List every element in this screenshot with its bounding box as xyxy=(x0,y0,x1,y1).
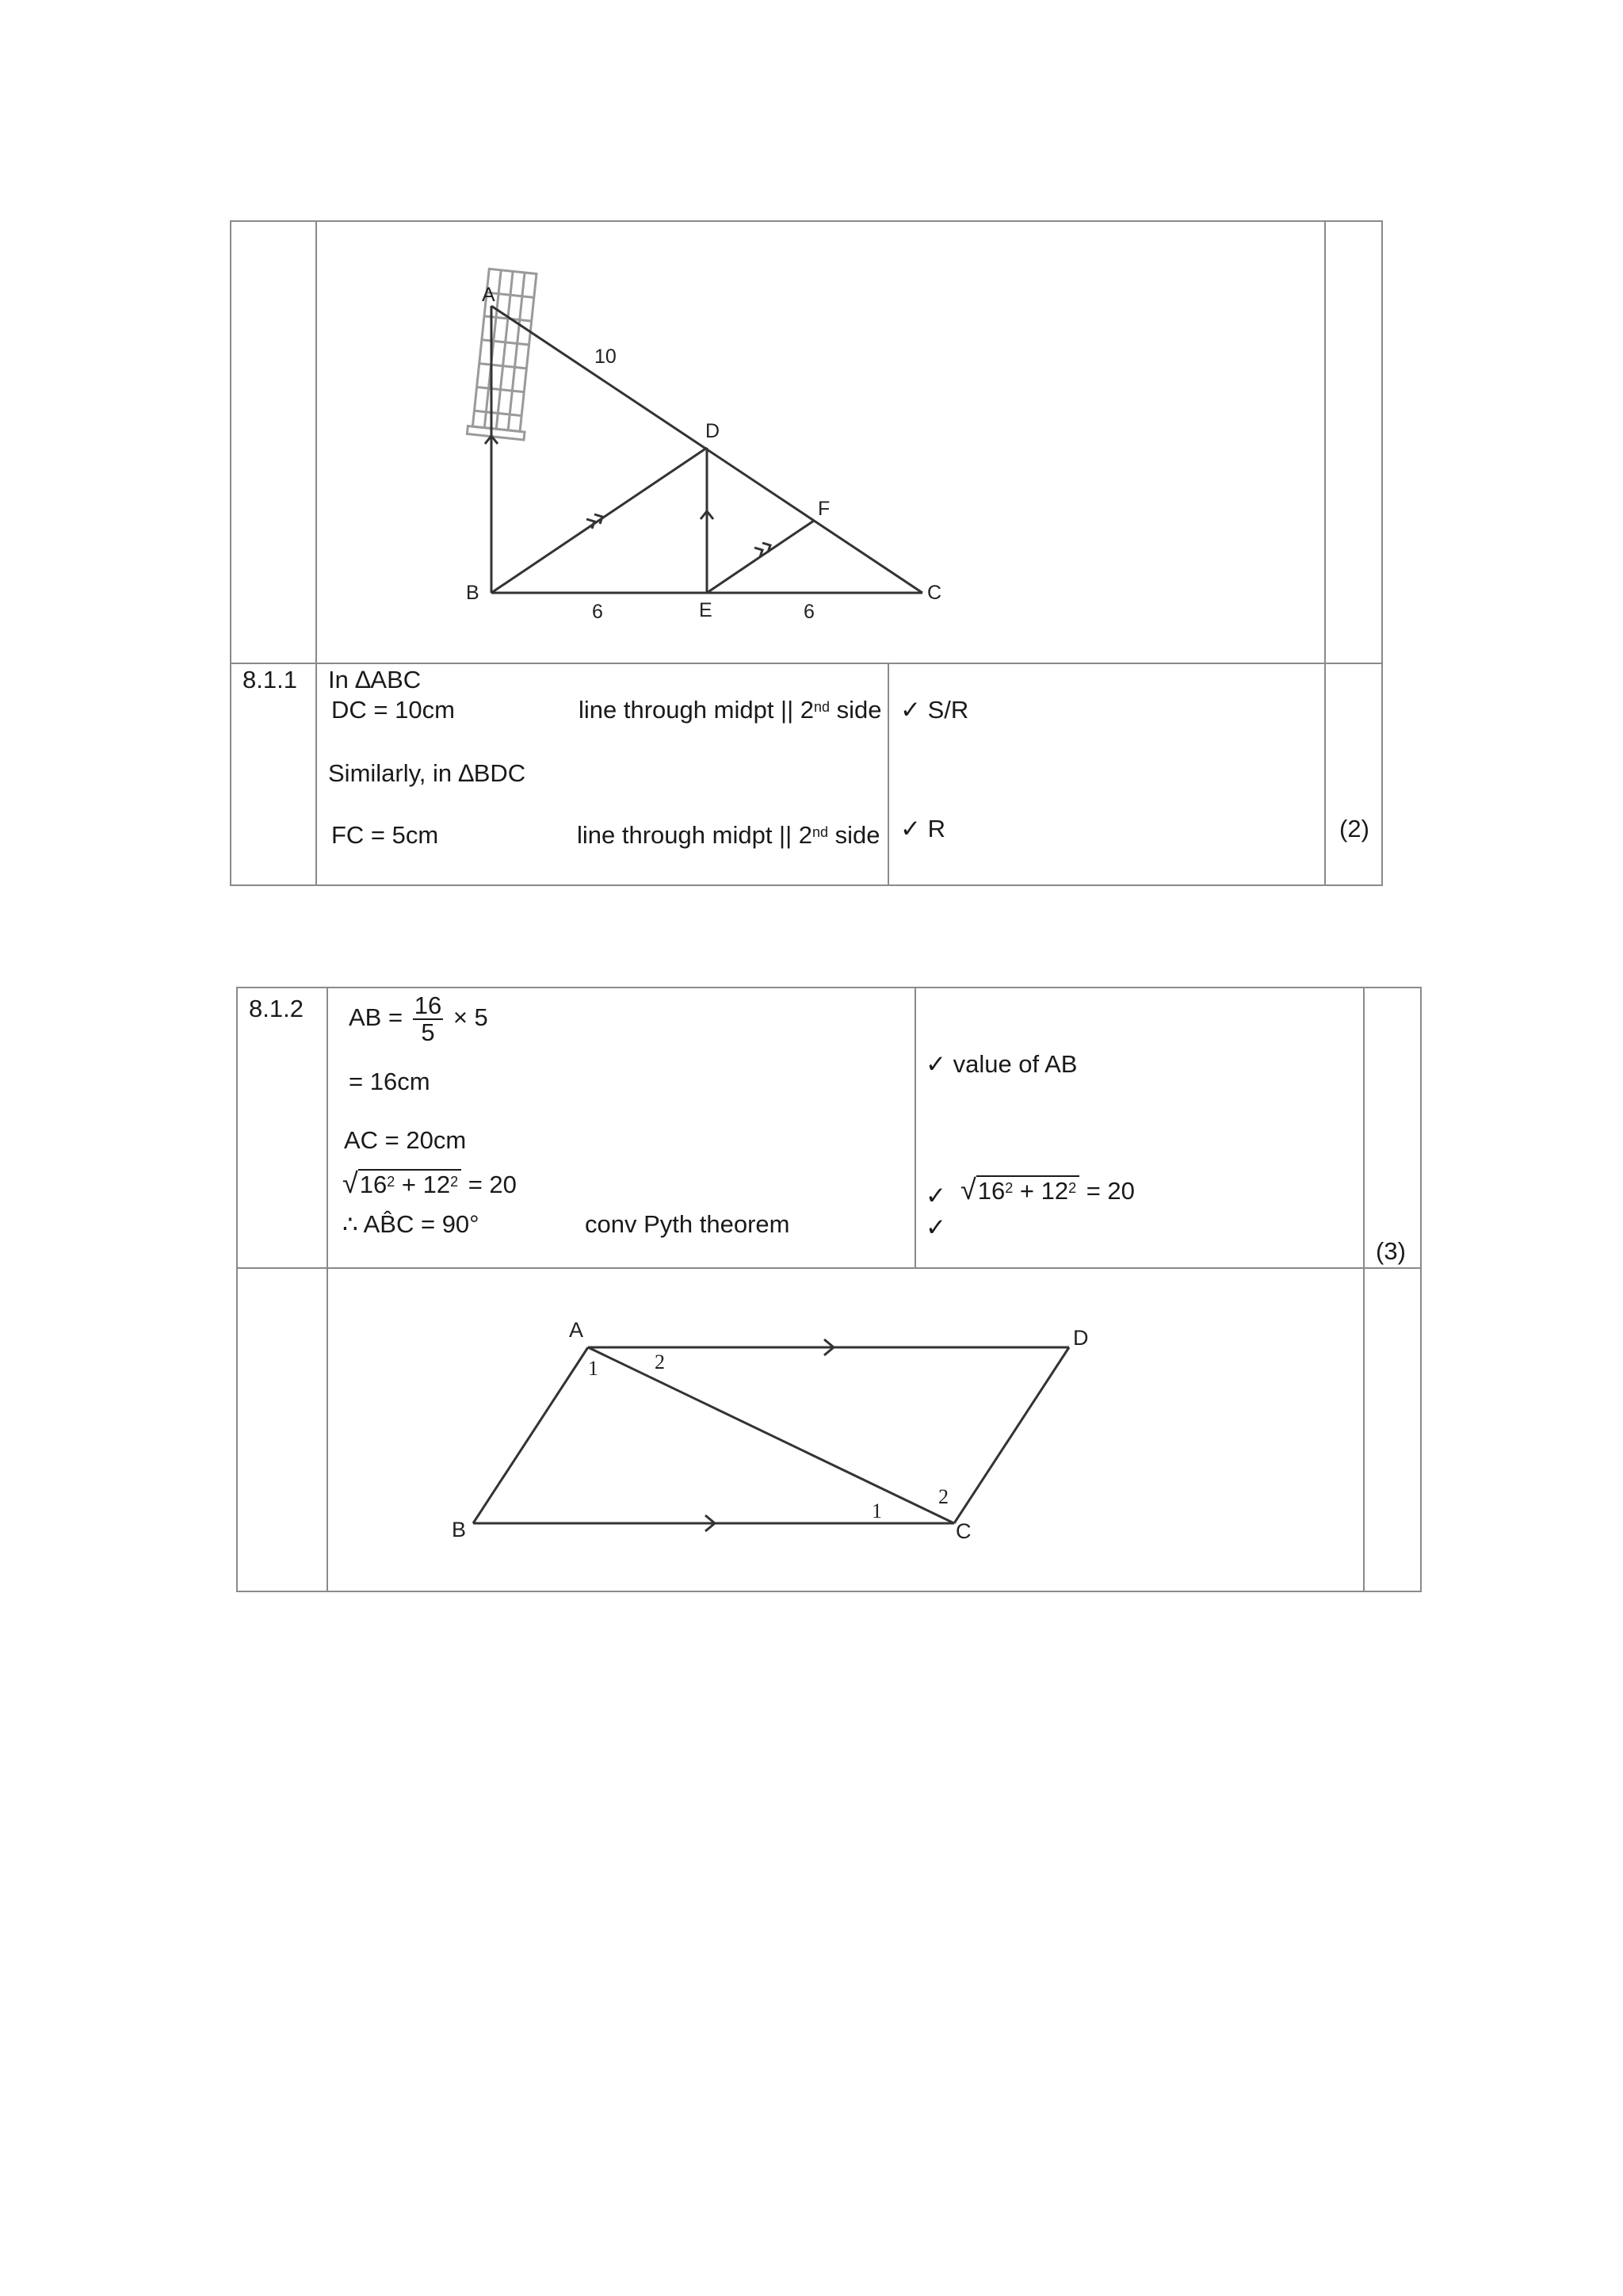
label-e: E xyxy=(699,599,712,621)
col-divider xyxy=(1324,222,1326,884)
label-c: C xyxy=(956,1519,972,1543)
col-divider xyxy=(1363,988,1365,1591)
length-ec: 6 xyxy=(804,601,815,623)
mark-1: ✓ S/R xyxy=(900,696,969,724)
table-8-1-2 xyxy=(236,987,1422,1592)
ac-value: AC = 20cm xyxy=(344,1126,467,1154)
total-marks: (3) xyxy=(1376,1237,1406,1265)
triangle-diagram xyxy=(231,222,1324,663)
statement-line-4: FC = 5cm xyxy=(331,821,439,849)
angle-conclusion: ∴ AB̂C = 90° xyxy=(342,1210,479,1238)
segment-bd xyxy=(491,448,707,593)
length-ad: 10 xyxy=(594,346,617,368)
reason-2: line through midpt || 2nd side xyxy=(577,821,880,849)
question-number: 8.1.2 xyxy=(249,995,304,1022)
label-c: C xyxy=(927,582,942,604)
label-f: F xyxy=(818,498,831,520)
parallelogram-diagram xyxy=(327,1267,1363,1592)
mark-2: ✓ R xyxy=(900,815,945,842)
statement-line-1: In ∆ABC xyxy=(328,666,422,693)
label-d: D xyxy=(705,420,720,442)
mark-sqrt: $√16^2 + 12^2 = 20$ xyxy=(960,1173,1135,1205)
row-divider xyxy=(231,663,1381,664)
angle-c2: 2 xyxy=(938,1485,949,1508)
angle-c1: 1 xyxy=(872,1499,882,1522)
leaning-tower-icon xyxy=(467,269,541,440)
col-divider xyxy=(915,988,916,1267)
ab-result: = 16cm xyxy=(349,1068,430,1095)
question-number: 8.1.1 xyxy=(242,666,297,693)
label-b: B xyxy=(452,1518,467,1541)
label-b: B xyxy=(466,582,479,604)
total-marks: (2) xyxy=(1339,815,1369,842)
statement-line-3: Similarly, in ∆BDC xyxy=(328,759,526,787)
side-dc xyxy=(954,1347,1069,1523)
diagonal-ac xyxy=(588,1347,954,1523)
mark-check-1: ✓ xyxy=(926,1182,946,1209)
statement-line-2: DC = 10cm xyxy=(331,696,455,724)
mark-check-2: ✓ xyxy=(926,1213,946,1241)
reason-conv-pyth: conv Pyth theorem xyxy=(585,1210,790,1238)
table-8-1-1 xyxy=(230,220,1383,886)
ab-calculation: AB = $\frac{16}{5}$ × 5 xyxy=(349,991,488,1046)
length-be: 6 xyxy=(592,601,603,623)
mark-ab: ✓ value of AB xyxy=(926,1050,1078,1078)
side-ab xyxy=(473,1347,588,1523)
sqrt-equation: $√16^2 + 12^2 = 20$ xyxy=(342,1167,517,1199)
label-a: A xyxy=(482,284,495,306)
angle-a1: 1 xyxy=(588,1357,598,1380)
col-divider xyxy=(888,663,889,884)
angle-a2: 2 xyxy=(655,1350,665,1373)
label-d: D xyxy=(1073,1326,1089,1350)
label-a: A xyxy=(569,1318,584,1342)
reason-1: line through midpt || 2nd side xyxy=(579,696,882,724)
